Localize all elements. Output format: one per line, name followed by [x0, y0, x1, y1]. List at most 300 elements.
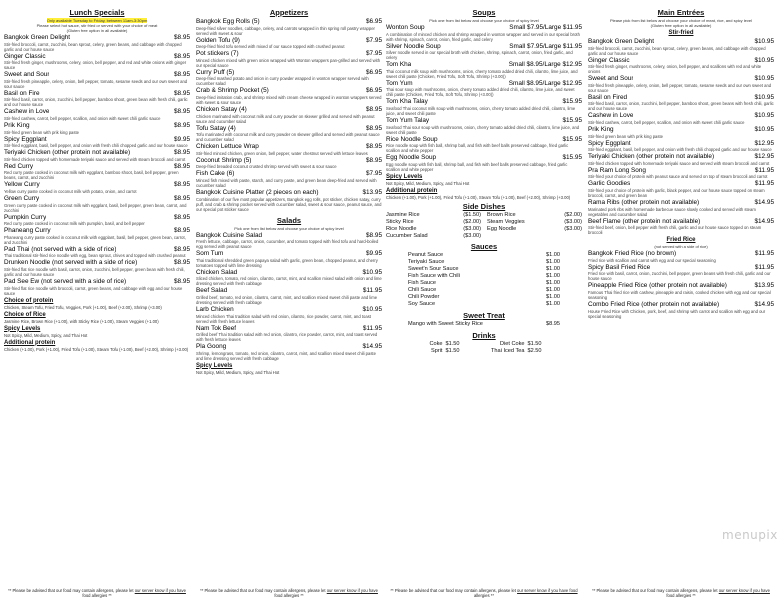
menu-item-price: ($2.00) — [564, 211, 582, 218]
menu-item-description: Stir-fried fresh pineapple, celery, onion, bell pepper, tomato, sesame seeds and our own sweet and sour sauce — [588, 82, 772, 93]
drink-name: Sprit — [430, 347, 443, 354]
menu-item-name: Pad See Ew (not served with a side of rice) — [4, 277, 127, 285]
menu-item-name: Peanut Sauce — [408, 251, 444, 258]
menu-item-description: Stir-fried minced chicken, green onion, bell pepper, water chestnut served with lettuce leaves — [196, 150, 368, 156]
drink-price: $1.50 — [445, 340, 460, 347]
menu-item-price: $10.95 — [754, 125, 774, 133]
menu-item-name: Red Curry — [4, 162, 34, 170]
menu-item-price: Small $8.95/Large $12.95 — [508, 61, 582, 69]
menu-item — [386, 212, 481, 219]
menu-item-line — [408, 287, 560, 294]
menu-item-line — [196, 325, 382, 333]
menu-item-name: Bangkok Green Delight — [4, 34, 71, 41]
menu-item — [196, 287, 382, 305]
menu-item — [588, 282, 774, 300]
menu-item-line — [196, 143, 382, 151]
menu-item-name: Egg Noodle Soup — [386, 154, 437, 162]
menu-item — [386, 98, 582, 116]
menu-item-name: Bangkok Cuisine Platter (2 pieces on each) — [196, 188, 319, 196]
menu-item-description: Marinated pork ribs with homemade barbecue sauce slowly cooked and served with steam vegetables and cucumber salad — [588, 206, 756, 217]
menu-item-price: $15.95 — [562, 154, 582, 162]
menu-item-line — [588, 153, 774, 161]
menu-item-name: Fish Cake (6) — [196, 170, 235, 178]
menu-item-price: $1.00 — [546, 265, 560, 272]
menu-item-price: $11.95 — [362, 324, 382, 332]
menu-item-line — [386, 24, 582, 32]
menu-item — [196, 343, 382, 361]
menu-item — [196, 69, 382, 87]
menu-item — [588, 140, 774, 153]
menu-item-price: $11.95 — [754, 166, 774, 174]
appetizers-title: Appetizers — [269, 8, 309, 17]
drink-name: Diet Coke — [499, 340, 525, 347]
menu-item-line — [588, 282, 774, 290]
menu-item-description: Stir-fried cashew, carrot, bell pepper, scallion, and onion with sweet chili garlic sauce — [4, 115, 161, 121]
menu-item-line — [588, 218, 774, 226]
menu-item-line — [408, 266, 560, 273]
menu-item-line — [386, 226, 481, 233]
menu-item-name: Egg Noodle — [487, 225, 517, 232]
menu-item-line — [196, 69, 382, 77]
menu-item-name: Chili Sauce — [408, 286, 437, 293]
menu-item-name: Brown Rice — [487, 211, 516, 218]
menu-item-description: Stir-fried chicken topped with homemade teriyaki sauce and served with steam broccoli and carrot — [588, 160, 770, 166]
menu-item-description: Stir-fried basil, carrot, onion, zucchini, bell pepper, bamboo shoot, green beans with fresh chili, garlic and our house sauce — [588, 101, 774, 112]
menu-item — [386, 43, 582, 61]
menu-item — [487, 219, 582, 226]
menu-item-description: Fried rice with scallion and carrot with egg and our special seasoning — [588, 257, 716, 263]
menu-item-price: $15.95 — [562, 135, 582, 143]
menu-item-price: $15.95 — [562, 116, 582, 124]
menu-item-description: Tofu marinated with coconut milk and curry powder on skewer grilled and served with peanut sauce and cucumber salad — [196, 132, 380, 143]
menu-item-description: Stir-fried cashew, carrot, bell pepper, scallion, and onion with sweet chili garlic sauce — [588, 119, 745, 125]
main-entrees-column — [588, 8, 774, 598]
menu-item-price: $8.95 — [366, 105, 382, 113]
menu-item-line — [408, 294, 560, 301]
menu-item-price: $12.95 — [754, 153, 774, 161]
menu-item-price: Small $7.95/Large $11.95 — [509, 24, 582, 31]
drinks-title: Drinks — [472, 330, 496, 340]
menu-item-description: Stir-fried your choice of protein with peanut sauce and served on top of steam broccoli and carrot — [588, 174, 768, 180]
menu-item — [588, 301, 774, 319]
menu-item-line — [4, 163, 190, 171]
menu-item-price: ($3.00) — [564, 218, 582, 225]
menu-item-price: $8.95 — [366, 143, 382, 151]
drinks-allergy-footer: ** Please be advised that our food may contain allergens, please let our server know if you have food allergies ** — [390, 588, 578, 598]
menu-item-price: $8.95 — [366, 231, 382, 239]
menu-item — [196, 106, 382, 124]
menu-item — [408, 280, 560, 287]
menu-item-price: $8.95 — [174, 245, 190, 253]
menu-item-price: $1.00 — [546, 293, 560, 300]
menu-item-line — [408, 259, 560, 266]
menu-item-description: Stir-fried flat rice noodle with broccoli, carrot, green beans, and cabbage with egg and our house sauce — [4, 285, 183, 296]
menu-item — [588, 180, 774, 198]
menu-item-price: Small $8.95/Large $12.95 — [508, 79, 582, 87]
salads-spicy-title: Spicy Levels — [196, 362, 233, 369]
menu-item-price: $8.95 — [174, 121, 190, 129]
menu-item-price: $12.95 — [754, 139, 774, 147]
menu-item-line — [408, 301, 560, 308]
menu-item — [196, 170, 382, 188]
menu-item-price: Small $7.95/Large $11.95 — [509, 42, 582, 50]
lunch-protein-title: Choice of protein — [4, 297, 54, 304]
menu-item-description: Deep-fried silver noodles, cabbage, celery, and carrots wrapped in thin spring roll pastry wrapper served with sweet & sour — [196, 25, 375, 36]
menu-item — [408, 294, 560, 301]
menu-item-line — [408, 273, 560, 280]
menu-item-name: Prik King — [4, 121, 30, 129]
menu-item-name: Crab & Shrimp Pocket (5) — [196, 87, 269, 95]
menu-item — [196, 87, 382, 105]
menu-item-line — [196, 306, 382, 314]
menu-item-description: Yellow curry paste cooked in coconut milk with potato, onion, and carrot — [4, 188, 137, 194]
menu-item-name: Spicy Basil Fried Rice — [588, 263, 651, 271]
fried-rice-title: Fried Rice — [666, 237, 696, 244]
menu-item — [386, 80, 582, 98]
menu-item-price: $15.95 — [562, 98, 582, 106]
menu-item-name: Chicken Salad — [196, 268, 238, 276]
menu-item-price: $14.95 — [754, 300, 774, 308]
menu-item-description: Thai traditional stir-fried rice noodle with egg, bean sprout, chives and topped with crushed peanut — [4, 253, 186, 259]
menu-item-line — [588, 126, 774, 134]
menu-item-description: Minced chicken Thai tradition salad with red onion, cilantro, rice powder, carrot, mint, and toast served with fresh lettuce leaves — [196, 313, 371, 324]
menu-item — [4, 163, 190, 181]
menu-item-name: Sweet and Sour — [588, 75, 634, 83]
menu-item-line — [196, 170, 382, 178]
menu-item-description: Red curry paste cooked in coconut milk with pumpkin, basil, and bell pepper — [4, 221, 145, 227]
drink-name: Thai Iced Tea — [491, 347, 525, 354]
menu-item — [4, 149, 190, 162]
menu-item-price: $13.95 — [754, 282, 774, 290]
menu-item-description: Thai sour soup with mushrooms, onion, cherry tomato added dried chili, cilantro, lime juice, and sweet chili paste (Chicken, Fried Tofu, Soft Tofu, Shrimp (+3.00)) — [386, 87, 575, 98]
menu-item-description: Stir-fried eggplant, basil, bell pepper, and onion with fresh chili chopped garlic and our house sauce — [588, 147, 772, 153]
menu-item — [4, 246, 190, 259]
menu-item-name: Spicy Eggplant — [588, 139, 631, 147]
menu-item-name: Tom Yum Talay — [386, 116, 430, 124]
menu-item-price: $1.00 — [546, 300, 560, 307]
menu-item-description: Seafood Thai sour soup with mushrooms, onion, cherry tomato added dried chili, cilantro, lime juice, and sweet chili paste — [386, 124, 580, 135]
menu-item-price: $10.95 — [754, 75, 774, 83]
menu-item-line — [196, 232, 382, 240]
menu-item-line — [4, 259, 190, 267]
menu-item-description: Deep-fried mashed potato and onion in curry powder wrapped in wonton wrapper served with cucumber salad — [196, 76, 369, 87]
menu-item-line — [386, 43, 582, 51]
soups-list — [386, 24, 582, 172]
menu-item-description: Thai coconut milk soup with mushrooms, onion, cherry tomato added dried chili, cilantro, lime juice, and sweet chili paste (Chicken, Fried Tofu, Soft Tofu, Shrimp (+3.00)) — [386, 68, 578, 79]
menu-item — [196, 232, 382, 250]
menu-item — [196, 325, 382, 343]
menu-item-name: Som Tum — [196, 250, 224, 258]
menu-item-name: Pot stickers (7) — [196, 50, 239, 58]
menu-item-price: $8.95 — [366, 124, 382, 132]
menu-item-line — [4, 149, 190, 157]
lunch-rice-title: Choice of Rice — [4, 311, 46, 318]
menu-item-description: Rice noodle soup with fish ball, shrimp ball, and fish with beef balls preserved cabbage, fried garlic scallion and white pepper — [386, 143, 569, 154]
menu-item-price: $6.95 — [366, 68, 382, 76]
menu-item-line — [196, 157, 382, 165]
menu-item-line — [588, 167, 774, 175]
menu-item-price: $8.95 — [174, 194, 190, 202]
menu-item-line — [588, 301, 774, 309]
menu-item — [588, 112, 774, 125]
menu-item-description: Phaneang curry paste cooked in coconut milk with eggplant, basil, bell pepper, green bean, carrot, and zucchini — [4, 234, 186, 245]
soups-note: Pick one from list below and choose your choice of spicy level — [429, 18, 539, 23]
menu-item-name: Sweet and Sour — [4, 71, 50, 79]
menu-item-price: $14.95 — [754, 198, 774, 206]
lunch-additional-text: Chicken (+1.00), Pork (+1.00), Fried Tofu (+1.00), Steam Tofu (+1.00), Beef (+2.00), Shrimp (+3.00) — [4, 346, 189, 352]
soups-column — [386, 8, 582, 598]
menu-item — [196, 143, 382, 156]
menu-item-description: Stir-fried green bean with prik king paste — [4, 129, 79, 135]
drink-price: $2.50 — [527, 347, 542, 354]
menu-item-name: Jasmine Rice — [386, 211, 420, 218]
menu-item — [4, 90, 190, 108]
menu-item-line — [4, 71, 190, 79]
menu-item-line — [487, 226, 582, 233]
menu-item-price: ($1.50) — [463, 211, 481, 218]
menu-item — [588, 153, 774, 166]
menu-item-line — [196, 287, 382, 295]
menu-item-line — [196, 269, 382, 277]
appetizers-salads-column — [196, 8, 382, 598]
stir-fried-list — [588, 38, 774, 235]
menu-item — [196, 250, 382, 268]
menu-item-line — [588, 57, 774, 65]
menu-item — [4, 53, 190, 71]
menu-item-line — [4, 181, 190, 189]
menu-item — [4, 108, 190, 121]
menu-item-name: Tofu Satay (4) — [196, 124, 236, 132]
soups-additional-text: Chicken (+1.00), Pork (+1.00), Fried Tofu (+1.00), Steam Tofu (+1.00), Beef (+2.00), Shrimp (+3.00) — [386, 194, 571, 200]
menu-item — [4, 195, 190, 213]
menu-item-description: Stir-fried eggplant, basil, bell pepper, and onion with fresh chili chopped garlic and our house sauce — [4, 143, 188, 149]
menu-item-name: Sticky Rice — [386, 218, 414, 225]
menu-item-price: $8.95 — [174, 181, 190, 189]
menu-item-line — [386, 136, 582, 144]
menu-item-price: $8.95 — [174, 277, 190, 285]
menu-item-price: ($2.00) — [463, 218, 481, 225]
menu-item — [386, 154, 582, 172]
menu-item-description: Minced chicken mixed with green onion wrapped with Wonton wrappers pan-grilled and served with our special sauce — [196, 57, 381, 68]
menu-item-line — [588, 140, 774, 148]
menu-item-name: Rice Noodle Soup — [386, 135, 438, 143]
salads-list — [196, 232, 382, 361]
menu-item-line — [386, 117, 582, 125]
menu-item-price: $8.95 — [174, 52, 190, 60]
menu-item-name: Pumpkin Curry — [4, 213, 47, 221]
menu-item-price: $7.95 — [366, 36, 382, 44]
menu-item-line — [196, 189, 382, 197]
main-entrees-title: Main Entrées — [657, 8, 705, 17]
menu-item-price: $1.00 — [546, 286, 560, 293]
menu-item — [196, 37, 382, 50]
menu-item — [408, 259, 560, 266]
drinks-list — [386, 341, 582, 355]
sauces-list — [386, 252, 582, 308]
lunch-note-line: Please select hot sauce, stir fried or served with your choice of meat — [36, 23, 158, 28]
menu-item-name: Tom Yum — [386, 79, 413, 87]
menu-item — [588, 167, 774, 180]
menu-item — [4, 259, 190, 277]
menu-item-price: $11.95 — [754, 263, 774, 271]
drink-name: Coke — [429, 340, 443, 347]
menu-item-line — [4, 214, 190, 222]
menu-item — [196, 50, 382, 68]
menu-item — [386, 219, 481, 226]
menu-item-name: Bangkok Green Delight — [588, 38, 655, 45]
menu-item-name: Cashew in Love — [4, 108, 50, 116]
lunch-specials-column — [4, 8, 190, 598]
menu-item-description: Grilled beef, tomato, red onion, cilantro, carrot, mint, and scallion mixed sweet chili paste and lime dressing served with fresh cabbage — [196, 294, 378, 305]
cucumber-salad-row: Cucumber Salad ($3.00) — [386, 232, 481, 239]
menu-item-name: Teriyaki Chicken (other protein not available) — [4, 149, 131, 157]
menu-item-price: $1.00 — [546, 258, 560, 265]
drink-price: $1.50 — [445, 347, 460, 354]
menu-item-price: $9.95 — [366, 250, 382, 258]
lunch-allergy-footer: ** Please be advised that our food may contain allergens, please let our server know if you have food allergies ** — [8, 588, 186, 598]
menu-item-price: $8.95 — [174, 149, 190, 157]
menu-item-name: Chili Powder — [408, 293, 440, 300]
menu-item-price: $14.95 — [754, 217, 774, 225]
menu-item-price: $1.00 — [546, 279, 560, 286]
menu-item — [588, 94, 774, 112]
menu-item-line — [588, 38, 774, 46]
menu-item-name: Bangkok Egg Rolls (5) — [196, 18, 260, 25]
side-dishes-title: Side Dishes — [462, 201, 506, 211]
menupix-watermark: menupix — [722, 528, 778, 542]
menu-item-price: $8.95 — [174, 259, 190, 267]
menu-item-line — [4, 195, 190, 203]
menu-item — [4, 181, 190, 194]
menu-item-description: Stir-fried broccoli, carrot, zucchini, bean sprout, celery, green beans, and cabbage with chopped garlic and our house sauce — [4, 41, 182, 52]
menu-item-name: Phaneang Curry — [4, 227, 51, 235]
menu-item-description: Deep-fried fried tofu served with mixed of our sauce topped with crushed peanut — [196, 44, 345, 50]
menu-item-name: Basil on Fired — [588, 93, 628, 101]
menu-item-price: $11.95 — [754, 250, 774, 258]
menu-item — [408, 266, 560, 273]
menu-item-description: Stir-fried green bean with prik king paste — [588, 133, 663, 139]
menu-item-line — [4, 90, 190, 98]
menu-item — [588, 199, 774, 217]
menu-item-name: Soy Sauce — [408, 300, 436, 307]
menu-item-line — [588, 94, 774, 102]
lunch-items-list — [4, 34, 190, 296]
menu-item-price: $7.95 — [366, 50, 382, 58]
menu-item-name: Pineapple Fried Rice (other protein not available) — [588, 282, 727, 290]
lunch-spicy-text: Not Spicy, Mild, Medium, Spicy, and Thai Hot — [4, 332, 88, 338]
menu-item-name: Spicy Eggplant — [4, 135, 47, 143]
menu-item — [588, 126, 774, 139]
menu-item-name: Pla Goong — [196, 343, 227, 351]
menu-item-price: $6.95 — [366, 87, 382, 95]
menu-item-description: Egg noodle soup with fish ball, shrimp ball, and fish with beef balls preserved cabbage, fried garlic scallion and white pepper — [386, 161, 568, 172]
menu-item-price: $10.95 — [754, 56, 774, 64]
menu-item-description: Seafood Thai coconut milk soup with mushrooms, onion, cherry tomato added dried chili, cilantro, lime juice, and sweet chili paste — [386, 105, 576, 116]
menu-item-line — [196, 87, 382, 95]
menu-item-price: $8.95 — [174, 34, 190, 41]
appetizers-list — [196, 18, 382, 212]
menu-item — [386, 136, 582, 154]
menu-item-line — [196, 343, 382, 351]
menu-item-line — [588, 250, 774, 258]
soups-spicy-title: Spicy Levels — [386, 173, 423, 180]
menu-item-price: $10.95 — [754, 38, 774, 45]
side-dishes-list — [386, 212, 582, 233]
menu-item-name: Pad Thai (not served with a side of rice) — [4, 245, 117, 253]
menu-item-price: $1.00 — [546, 272, 560, 279]
menu-item-line — [4, 34, 190, 42]
menu-item-description: Stir-fried your choice of protein with garlic, black pepper, and our house sauce topped on steam broccoli, carrot, and green bean — [588, 187, 765, 198]
menu-item-name: Curry Puff (5) — [196, 68, 235, 76]
menu-item-line — [196, 125, 382, 133]
lunch-availability-note: Only available Tuesday to Friday, between 11am-3:30pm — [46, 18, 148, 23]
salads-note: Pick one from list below and choose your choice of spicy level — [234, 225, 344, 231]
menu-item — [196, 125, 382, 143]
menu-item-line — [4, 122, 190, 130]
menu-item-description: Red curry paste cooked in coconut milk with eggplant, bamboo shoot, basil, bell pepper, green beans, carrot, and zucchini — [4, 170, 179, 181]
menu-item-description: Fried rice with basil, carrot, onion, zucchini, bell pepper, green beans with fresh chili, garlic and our house sauce — [588, 271, 771, 282]
menu-item-price: $10.95 — [754, 112, 774, 120]
menu-item-line — [386, 154, 582, 162]
soups-spicy-text: Not Spicy, Mild, Medium, Spicy, and Thai Hot — [386, 180, 470, 186]
menu-item-price: $8.95 — [174, 71, 190, 79]
menu-item-line — [408, 252, 560, 259]
lunch-spicy-title: Spicy Levels — [4, 325, 41, 332]
menu-item-description: Stir-fried broccoli, carrot, zucchini, bean sprout, celery, green beans, and cabbage with chopped garlic and our house sauce — [588, 45, 766, 56]
menu-item-line — [196, 37, 382, 45]
menu-item — [196, 157, 382, 170]
menu-item-name: Nam Tok Beef — [196, 324, 237, 332]
lunch-additional-title: Additional protein — [4, 339, 56, 346]
menu-item-line — [196, 18, 382, 26]
menu-item — [4, 136, 190, 149]
lunch-protein-text: Chicken, Steam Tofu, Fried Tofu, Veggies, Pork (+1.00), Beef (+2.00), Shrimp (+3.00) — [4, 304, 162, 310]
menu-item-description: Stir-fried fresh ginger, mushrooms, celery, onion, bell pepper, and red and white onions with ginger sauce — [4, 60, 187, 71]
menu-item-line — [487, 219, 582, 226]
menu-item-description: Grilled beef Thai tradition salad with red onion, cilantro, rice powder, carrot, mint, and toast served with fresh lettuce leaves — [196, 332, 378, 343]
menu-item-line — [4, 53, 190, 61]
menu-item — [4, 122, 190, 135]
menu-item — [408, 252, 560, 259]
menu-item-line — [4, 108, 190, 116]
menu-item-name: Sweet'n Sour Sauce — [408, 265, 459, 272]
menu-item-line — [386, 80, 582, 88]
menu-item-name: Golden Tofu (9) — [196, 36, 240, 44]
menu-item-line — [4, 278, 190, 286]
menu-item-price: ($3.00) — [463, 225, 481, 232]
menu-item-description: Fresh lettuce, cabbage, carrot, onion, cucumber, and tomato topped with fried tofu and hard-boiled egg served with peanut sauce — [196, 239, 379, 250]
menu-item-line — [386, 61, 582, 69]
menu-item-price: $10.95 — [754, 93, 774, 101]
menu-item-name: Fish Sauce with Chili — [408, 272, 460, 279]
menu-item-description: Stir-fried fresh ginger, mushrooms, celery, onion, bell pepper, and scallions with red and white onions — [588, 64, 762, 75]
menu-item — [4, 278, 190, 296]
menu-item-name: Fish Sauce — [408, 279, 436, 286]
menu-item-name: Bangkok Fried Rice (no brown) — [588, 250, 677, 258]
menu-item-name: Beef Flame (other protein not available) — [588, 217, 701, 225]
menu-item — [386, 24, 582, 42]
menu-item-price: $8.95 — [174, 89, 190, 97]
menu-item-price: $7.95 — [366, 170, 382, 178]
menu-item-name: Combo Fried Rice (other protein not available) — [588, 300, 720, 308]
menu-item-name: Green Curry — [4, 194, 40, 202]
sauces-title: Sauces — [470, 241, 498, 251]
menu-item-name: Rama Ribs (other protein not available) — [588, 198, 700, 206]
menu-item-line — [386, 219, 481, 226]
menu-item-price: $8.95 — [174, 227, 190, 235]
menu-item-line — [588, 199, 774, 207]
menu-item-description: Shrimp, lemongrass, tomato, red onion, cilantro, carrot, mint, and scallion mixed sweet chili paste and lime dressing served with fresh cabbage — [196, 350, 376, 361]
